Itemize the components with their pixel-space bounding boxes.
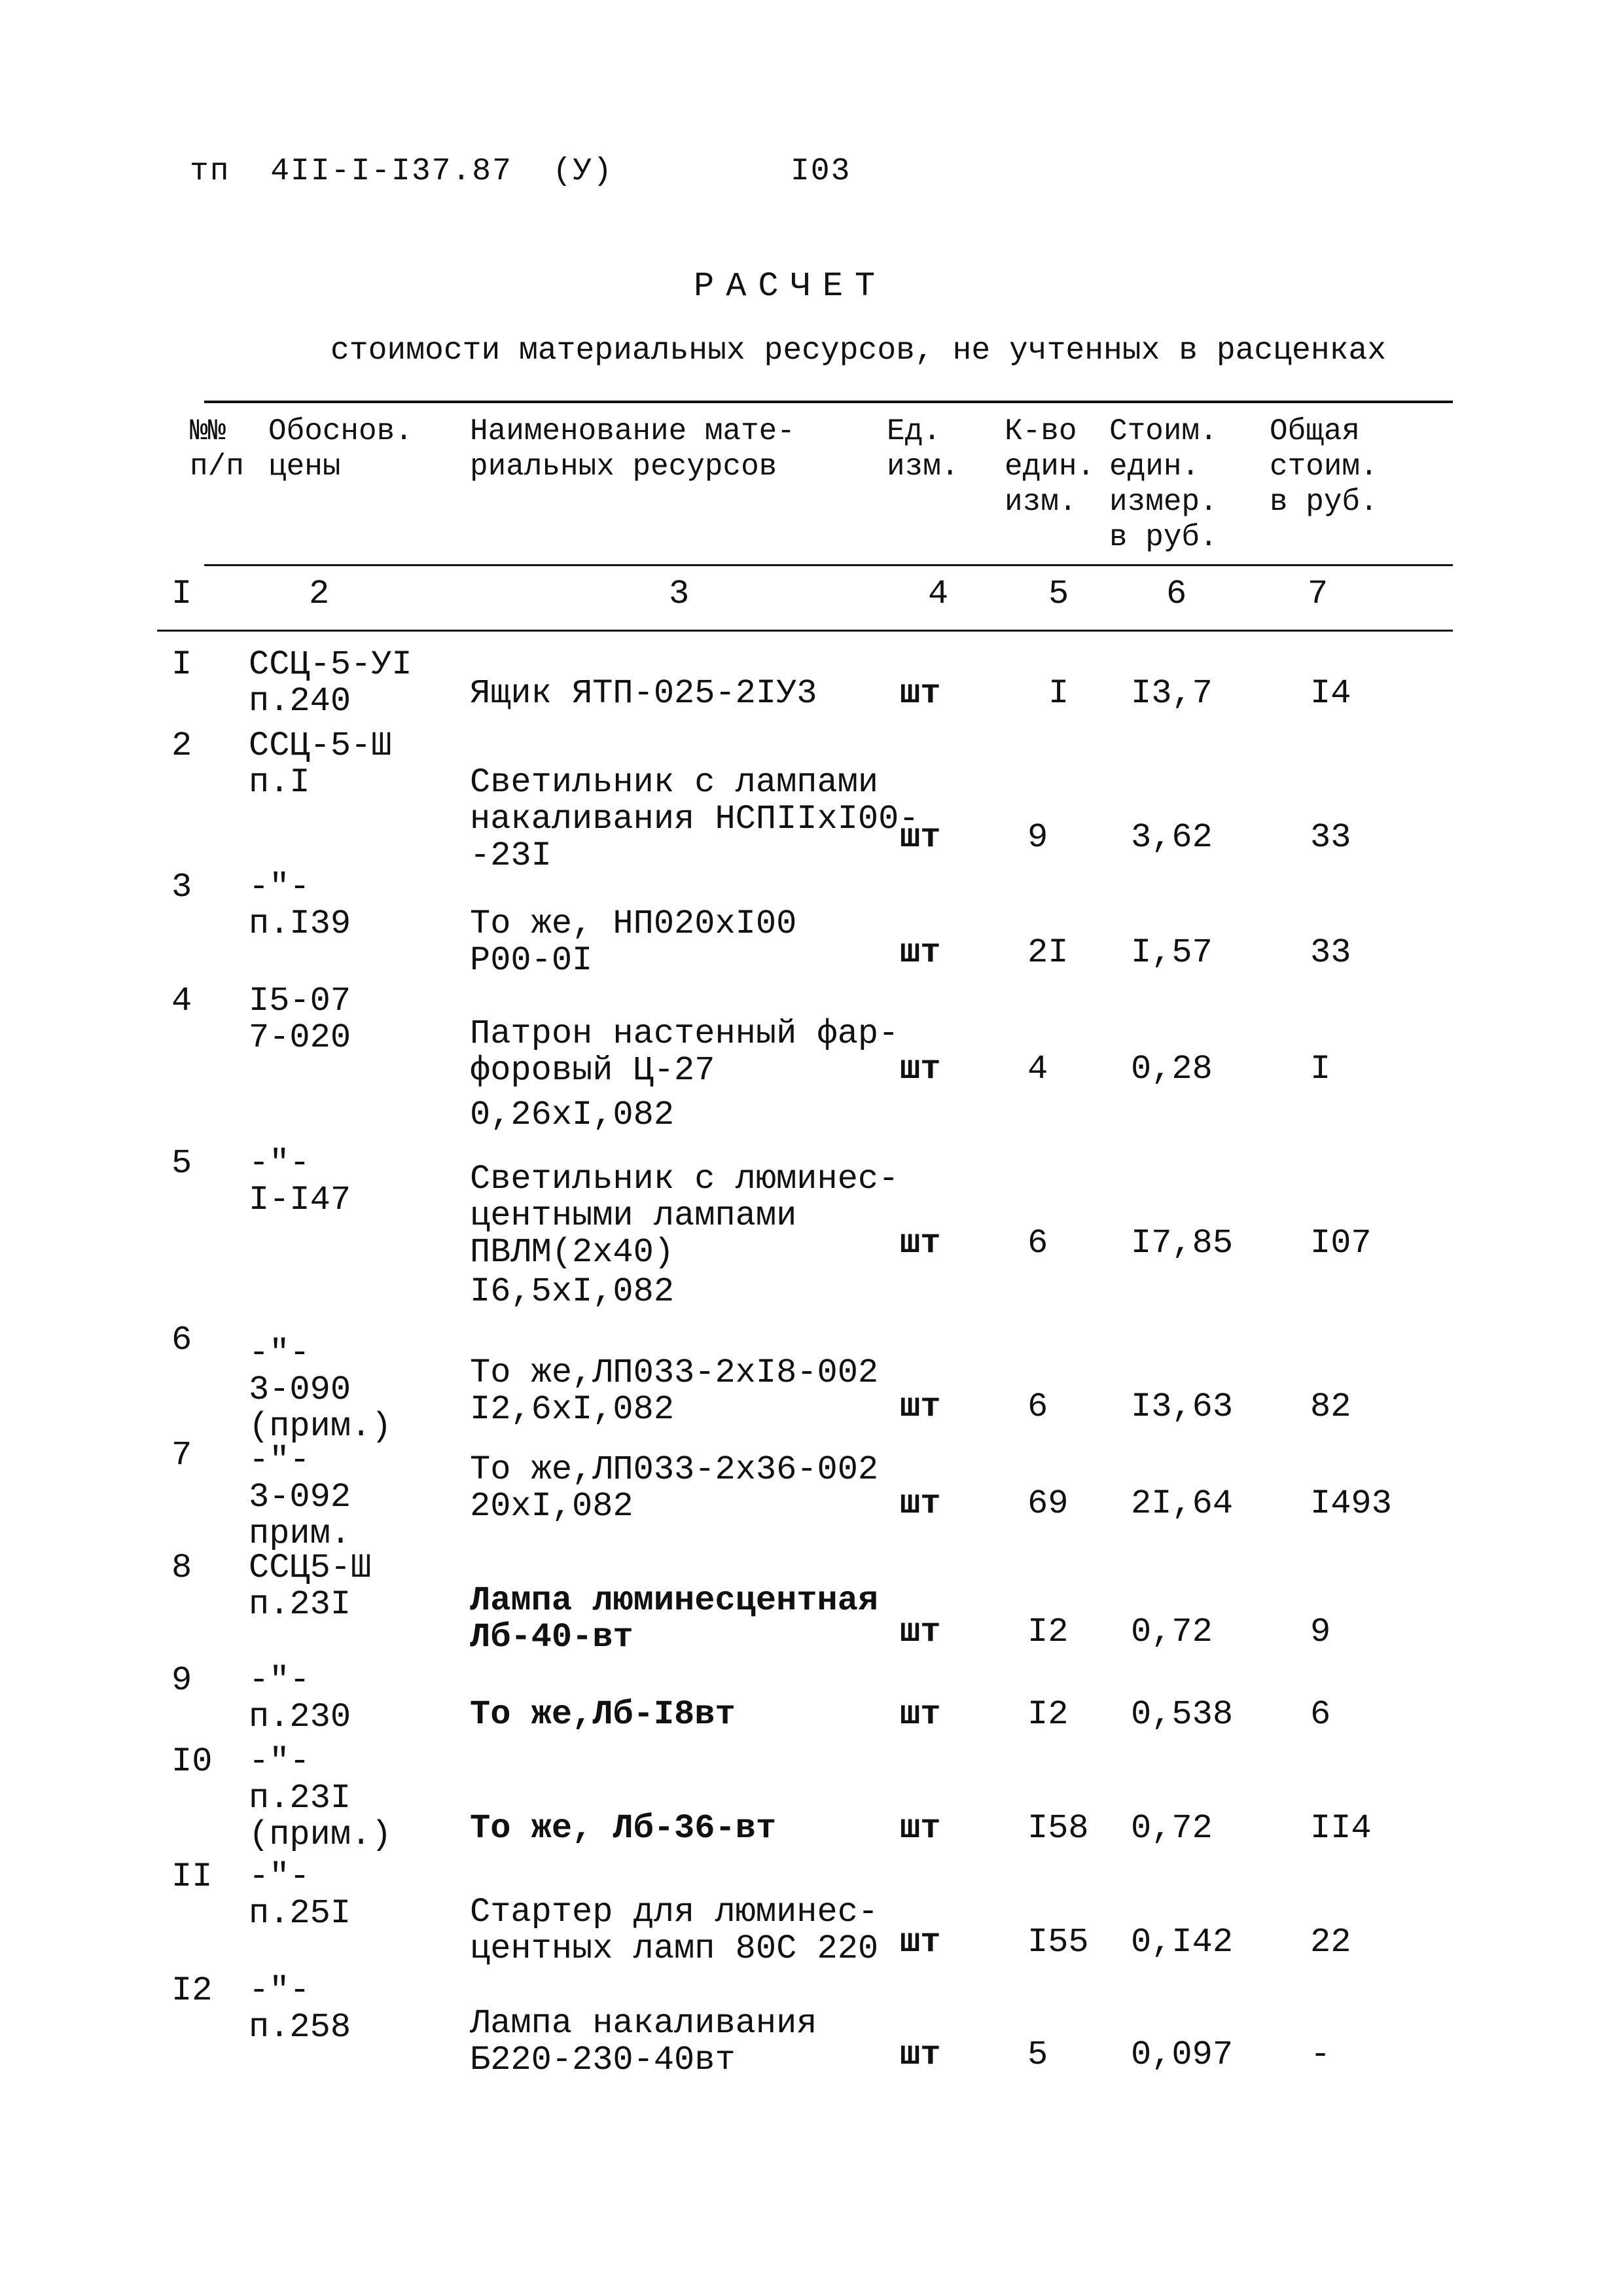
row-7-qty: 69 (1027, 1484, 1069, 1523)
row-8-price: 0,72 (1131, 1613, 1213, 1651)
row-7-price: 2I,64 (1131, 1484, 1234, 1523)
row-5-unit: шт (900, 1224, 941, 1263)
row-6-name: То же,ЛП033-2xI8-002 I2,6xI,082 (470, 1354, 879, 1429)
page-number: I03 (791, 154, 851, 189)
row-1-qty: I (1048, 674, 1069, 713)
row-1-unit: шт (900, 674, 941, 713)
col-number-7: 7 (1308, 575, 1329, 613)
document-code: тп 4II-I-I37.87 (У) (190, 154, 613, 189)
row-1-price: I3,7 (1131, 674, 1213, 713)
row-1-basis: ССЦ-5-УI п.240 (249, 645, 412, 721)
row-10-qty: I58 (1027, 1809, 1089, 1848)
table-top-rule (204, 401, 1453, 403)
row-7-basis: -"- 3-092 прим. (249, 1441, 351, 1553)
row-12-price: 0,097 (1131, 2036, 1234, 2074)
row-4-total: I (1310, 1050, 1331, 1088)
row-5-price: I7,85 (1131, 1224, 1234, 1263)
row-3-total: 33 (1310, 933, 1351, 972)
row-9-name: То же,Лб-I8вт (470, 1695, 736, 1734)
row-2-name: Светильник с лампами накаливания НСПIIxI00- -23I (470, 763, 919, 875)
row-12-name: Лампа накаливания Б220-230-40вт (470, 2004, 817, 2079)
row-3-name: То же, НП020xI00 Р00-0I (470, 905, 797, 980)
row-5-calc: I6,5xI,082 (470, 1272, 675, 1311)
row-12-basis: -"- п.258 (249, 1971, 351, 2047)
row-1-num: I (171, 645, 192, 684)
row-9-qty: I2 (1027, 1695, 1069, 1734)
row-9-price: 0,538 (1131, 1695, 1234, 1734)
row-10-total: II4 (1310, 1809, 1372, 1848)
row-2-total: 33 (1310, 818, 1351, 857)
row-9-total: 6 (1310, 1695, 1331, 1734)
row-12-qty: 5 (1027, 2036, 1048, 2074)
row-8-qty: I2 (1027, 1613, 1069, 1651)
row-6-num: 6 (171, 1321, 192, 1359)
col-header-name: Наименование мате- риальных ресурсов (470, 414, 795, 484)
row-10-num: I0 (171, 1742, 213, 1781)
row-2-num: 2 (171, 726, 192, 765)
row-5-qty: 6 (1027, 1224, 1048, 1263)
page-title: РАСЧЕТ (694, 267, 887, 306)
row-3-num: 3 (171, 868, 192, 906)
row-12-num: I2 (171, 1971, 213, 2010)
row-2-basis: ССЦ-5-Ш п.I (249, 726, 392, 802)
row-8-unit: шт (900, 1613, 941, 1651)
row-2-unit: шт (900, 818, 941, 857)
row-7-num: 7 (171, 1436, 192, 1475)
row-11-basis: -"- п.25I (249, 1857, 351, 1933)
row-4-unit: шт (900, 1050, 941, 1088)
row-5-num: 5 (171, 1144, 192, 1183)
row-11-price: 0,I42 (1131, 1923, 1234, 1962)
col-header-qty: К-во един. изм. (1005, 414, 1096, 519)
col-number-2: 2 (309, 575, 330, 613)
row-9-basis: -"- п.230 (249, 1661, 351, 1736)
row-8-basis: ССЦ5-Ш п.23I (249, 1549, 372, 1624)
row-4-calc: 0,26xI,082 (470, 1096, 675, 1134)
row-7-unit: шт (900, 1484, 941, 1523)
col-header-total: Общая стоим. в руб. (1270, 414, 1378, 519)
col-header-num: №№ п/п (190, 414, 244, 484)
col-header-basis: Обоснов. цены (268, 414, 413, 484)
col-number-6: 6 (1166, 575, 1187, 613)
row-4-name: Патрон настенный фар- форовый Ц-27 (470, 1014, 899, 1090)
row-10-name: То же, Лб-36-вт (470, 1809, 777, 1848)
col-number-3: 3 (669, 575, 690, 613)
row-12-unit: шт (900, 2036, 941, 2074)
row-11-qty: I55 (1027, 1923, 1089, 1962)
row-4-price: 0,28 (1131, 1050, 1213, 1088)
row-4-basis: I5-07 7-020 (249, 982, 351, 1057)
row-11-unit: шт (900, 1923, 941, 1962)
row-12-total: - (1310, 2036, 1331, 2074)
row-9-unit: шт (900, 1695, 941, 1734)
row-6-total: 82 (1310, 1388, 1351, 1426)
row-6-basis: -"- 3-090 (прим.) (249, 1334, 392, 1446)
row-7-total: I493 (1310, 1484, 1392, 1523)
row-10-price: 0,72 (1131, 1809, 1213, 1848)
row-6-unit: шт (900, 1388, 941, 1426)
row-4-num: 4 (171, 982, 192, 1020)
row-2-qty: 9 (1027, 818, 1048, 857)
header-bottom-rule (204, 564, 1453, 566)
row-5-total: I07 (1310, 1224, 1372, 1263)
row-1-total: I4 (1310, 674, 1351, 713)
col-number-4: 4 (928, 575, 949, 613)
row-5-basis: -"- I-I47 (249, 1144, 351, 1219)
row-11-total: 22 (1310, 1923, 1351, 1962)
row-8-num: 8 (171, 1549, 192, 1587)
page-subtitle: стоимости материальных ресурсов, не учтенных в расценках (330, 333, 1387, 368)
row-3-qty: 2I (1027, 933, 1069, 972)
row-9-num: 9 (171, 1661, 192, 1700)
row-2-price: 3,62 (1131, 818, 1213, 857)
row-3-basis: -"- п.I39 (249, 868, 351, 943)
column-numbers-rule (157, 630, 1453, 632)
row-8-name: Лампа люминесцентная Лб-40-вт (470, 1581, 879, 1657)
row-3-price: I,57 (1131, 933, 1213, 972)
row-1-name: Ящик ЯТП-025-2IУ3 (470, 674, 817, 713)
row-11-name: Стартер для люминес- центных ламп 80С 220 (470, 1893, 879, 1968)
col-header-price: Стоим. един. измер. в руб. (1109, 414, 1218, 554)
row-3-unit: шт (900, 933, 941, 972)
col-number-1: I (171, 575, 192, 613)
row-8-total: 9 (1310, 1613, 1331, 1651)
col-number-5: 5 (1048, 575, 1069, 613)
row-10-basis: -"- п.23I (прим.) (249, 1742, 392, 1854)
row-4-qty: 4 (1027, 1050, 1048, 1088)
row-6-price: I3,63 (1131, 1388, 1234, 1426)
row-6-qty: 6 (1027, 1388, 1048, 1426)
row-11-num: II (171, 1857, 213, 1896)
row-5-name: Светильник с люминес- центными лампами ПВЛМ(2x40) (470, 1160, 899, 1272)
col-header-unit: Ед. изм. (887, 414, 959, 484)
row-7-name: То же,ЛП033-2x36-002 20xI,082 (470, 1450, 879, 1526)
row-10-unit: шт (900, 1809, 941, 1848)
